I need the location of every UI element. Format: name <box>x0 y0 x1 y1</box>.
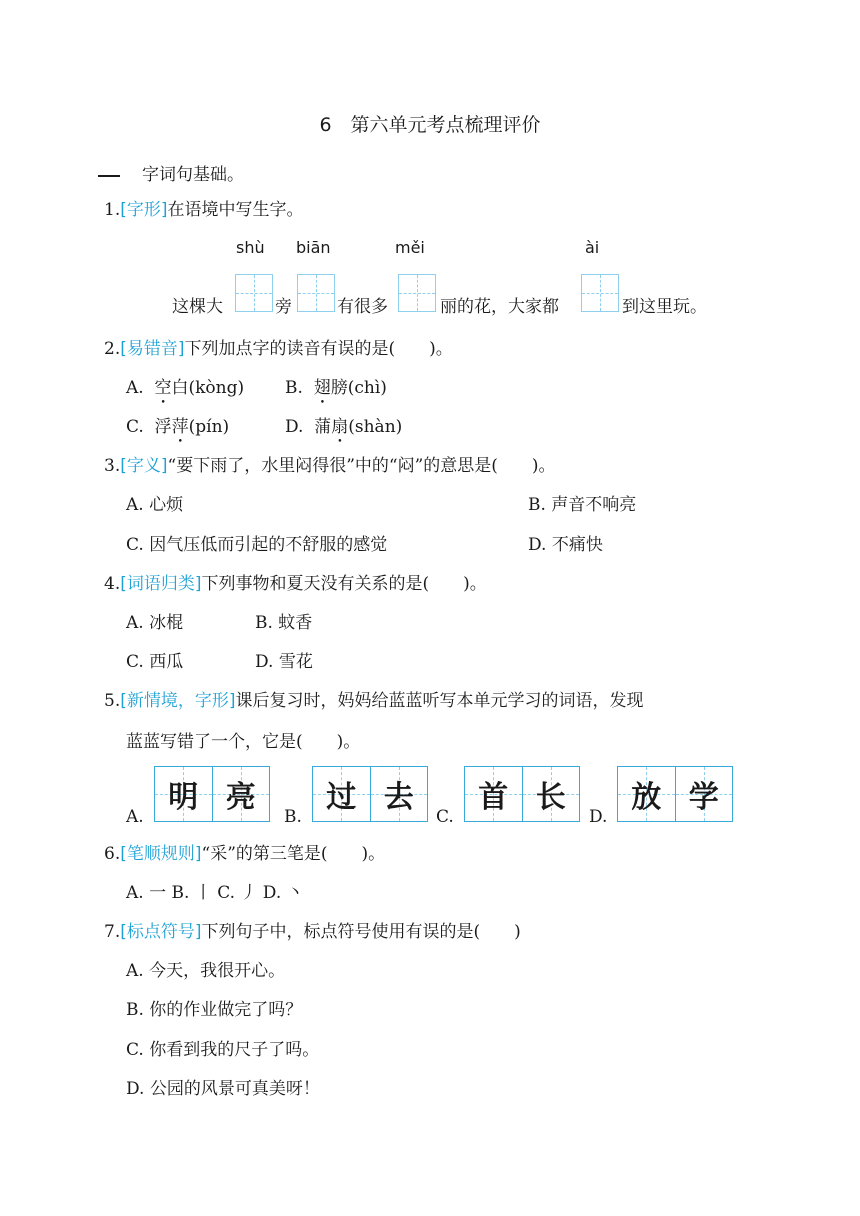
sentence-segment-5: 到这里玩。 <box>622 297 707 317</box>
question-1 <box>104 199 304 221</box>
question-number: 2. <box>104 339 121 359</box>
sentence-segment-3: 有很多 <box>337 297 388 317</box>
question-text: 在语境中写生字。 <box>167 200 304 220</box>
question-number: 1. <box>104 200 121 220</box>
option-c[interactable]: C. 西瓜 <box>126 652 184 672</box>
option-d[interactable] <box>285 416 402 447</box>
char-cell <box>522 767 580 821</box>
writing-grid-4[interactable] <box>581 274 619 312</box>
option-c[interactable]: C. 因气压低而引起的不舒服的感觉 <box>126 535 388 555</box>
question-5-continued: 蓝蓝写错了一个，它是( )。 <box>126 732 361 752</box>
question-3 <box>104 455 556 477</box>
option-d[interactable]: D. 不痛快 <box>528 535 603 555</box>
option-text: (shàn) <box>348 417 403 437</box>
char: 过 <box>326 780 357 815</box>
option-b[interactable]: B. 声音不响亮 <box>528 495 637 515</box>
option-text: 蒲 <box>314 417 332 437</box>
char-cell <box>155 767 212 821</box>
writing-grid-1[interactable] <box>235 274 273 312</box>
char-cell <box>618 767 675 821</box>
option-a[interactable]: A. 今天，我很开心。 <box>126 961 286 981</box>
sentence-segment-2: 旁 <box>275 297 292 317</box>
option-letter: B. <box>285 378 303 398</box>
char: 学 <box>688 780 719 815</box>
option-c-word-box[interactable] <box>464 766 580 822</box>
char-cell <box>675 767 733 821</box>
option-a[interactable]: A. 冰棍 <box>126 613 184 633</box>
option-a-letter[interactable]: A. <box>126 807 144 827</box>
question-text: 下列事物和夏天没有关系的是( )。 <box>201 574 487 594</box>
option-c[interactable] <box>126 416 229 447</box>
option-text: 浮 <box>154 417 172 437</box>
option-c[interactable]: C. 你看到我的尺子了吗。 <box>126 1040 320 1060</box>
pinyin-4: ài <box>585 238 600 257</box>
char: 明 <box>168 780 199 815</box>
question-text: 课后复习时，妈妈给蓝蓝听写本单元学习的词语，发现 <box>235 691 644 711</box>
section-label: 字词句基础。 <box>142 165 244 185</box>
question-6 <box>104 843 385 865</box>
question-text: 下列加点字的读音有误的是( )。 <box>184 339 453 359</box>
question-text: 下列句子中，标点符号使用有误的是( ) <box>201 922 521 942</box>
option-text: (pín) <box>188 417 230 437</box>
question-number: 6. <box>104 844 121 864</box>
question-5 <box>104 690 644 712</box>
question-tag: [易错音] <box>120 339 185 359</box>
option-b[interactable] <box>285 377 387 408</box>
option-letter: D. <box>285 417 304 437</box>
question-4 <box>104 573 487 595</box>
dotted-char: 翅 <box>313 378 331 398</box>
question-text: “要下雨了，水里闷得很”中的“闷”的意思是( )。 <box>167 456 556 476</box>
option-d[interactable]: D. 公园的风景可真美呀！ <box>126 1079 320 1099</box>
writing-grid-2[interactable] <box>297 274 335 312</box>
char: 首 <box>478 780 509 815</box>
char-cell <box>212 767 270 821</box>
option-a[interactable]: A. 心烦 <box>126 495 184 515</box>
option-text: 膀(chì) <box>330 378 387 398</box>
char: 去 <box>383 780 414 815</box>
dotted-char: 空 <box>154 378 172 398</box>
option-d-letter[interactable]: D. <box>589 807 608 827</box>
question-text: “采”的第三笔是( )。 <box>201 844 386 864</box>
writing-grid-3[interactable] <box>398 274 436 312</box>
option-d-word-box[interactable] <box>617 766 733 822</box>
dotted-char: 扇 <box>331 417 349 437</box>
pinyin-1: shù <box>236 238 265 257</box>
char: 长 <box>535 780 566 815</box>
question-6-options[interactable]: A. 一 B. 丨 C. 丿 D. 丶 <box>126 883 304 903</box>
question-tag: [标点符号] <box>120 922 202 942</box>
char: 放 <box>631 780 662 815</box>
option-text: 白(kòng) <box>171 378 245 398</box>
question-number: 3. <box>104 456 121 476</box>
section-dash <box>98 175 120 177</box>
option-b[interactable]: B. 你的作业做完了吗？ <box>126 1000 303 1020</box>
question-tag: [字义] <box>120 456 168 476</box>
sentence-segment-4: 丽的花，大家都 <box>440 297 559 317</box>
char-cell <box>313 767 370 821</box>
section-heading <box>98 160 244 185</box>
option-d[interactable]: D. 雪花 <box>255 652 313 672</box>
question-7 <box>104 921 521 943</box>
question-number: 4. <box>104 574 121 594</box>
dotted-char: 萍 <box>171 417 189 437</box>
question-tag: [字形] <box>120 200 168 220</box>
char-cell <box>465 767 522 821</box>
question-number: 5. <box>104 691 121 711</box>
option-b-letter[interactable]: B. <box>284 807 302 827</box>
option-b[interactable]: B. 蚊香 <box>255 613 313 633</box>
option-a-word-box[interactable] <box>154 766 270 822</box>
pinyin-2: biān <box>296 238 331 257</box>
option-c-letter[interactable]: C. <box>436 807 454 827</box>
option-b-word-box[interactable] <box>312 766 428 822</box>
question-2 <box>104 338 453 360</box>
question-tag: [词语归类] <box>120 574 202 594</box>
char: 亮 <box>225 780 256 815</box>
pinyin-3: měi <box>395 238 425 257</box>
option-letter: A. <box>126 378 144 398</box>
option-letter: C. <box>126 417 144 437</box>
question-tag: [新情境，字形] <box>120 691 236 711</box>
question-tag: [笔顺规则] <box>120 844 202 864</box>
page-title: 6 第六单元考点梳理评价 <box>319 114 541 136</box>
option-a[interactable] <box>126 377 244 408</box>
sentence-segment-1: 这棵大 <box>172 297 223 317</box>
char-cell <box>370 767 428 821</box>
question-number: 7. <box>104 922 121 942</box>
